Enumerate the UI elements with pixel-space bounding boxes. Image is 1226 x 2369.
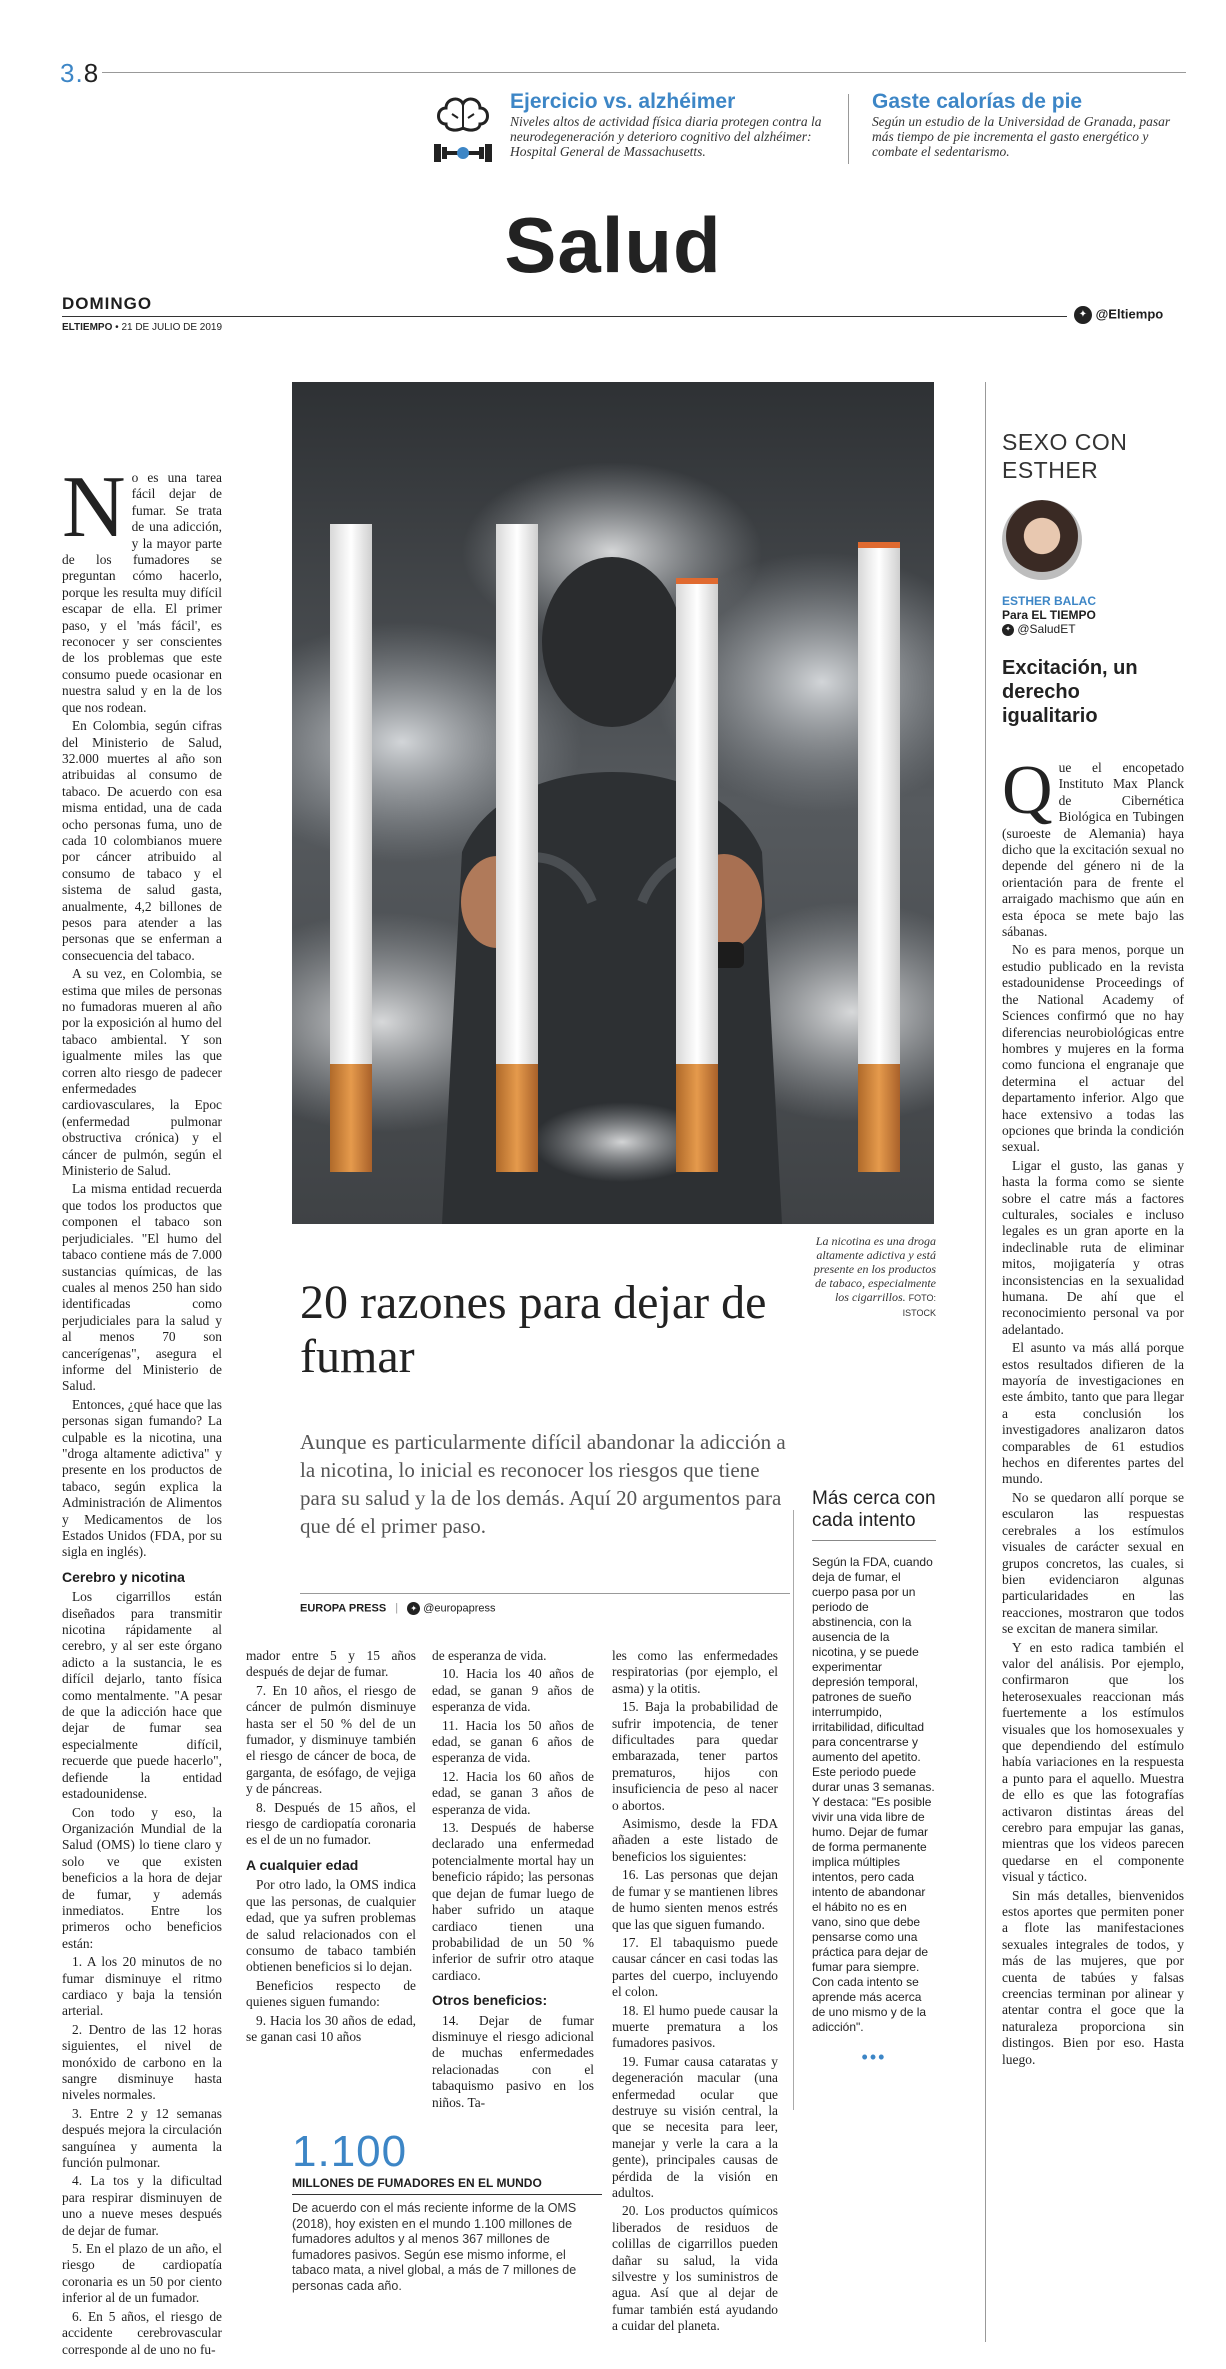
dateline: ELTIEMPO • 21 DE JULIO DE 2019 (62, 322, 223, 333)
cigarette-bar-4 (858, 542, 900, 1070)
sidebar-title: Más cerca con cada intento (812, 1488, 936, 1541)
cigarette-filter-4 (858, 1064, 900, 1172)
teaser-standing[interactable] (872, 90, 1190, 159)
cigarette-filter-2 (496, 1064, 538, 1172)
sidebar-rule (793, 1510, 794, 2110)
twitter-icon: ✦ (1074, 306, 1092, 324)
stat-text: De acuerdo con el más reciente informe de la OMS (2018), hoy existen en el mundo 1.100 millones de fumadores adultos y al menos 367 millones de fumadores pasivos. Según ese mismo informe, el tabaco mata, a nivel global, a más de 7 millones de personas cada año. (292, 2201, 577, 2293)
top-rule (102, 72, 1186, 73)
dropcap: N (62, 459, 126, 556)
cigarette-filter-1 (330, 1064, 372, 1172)
section-title: Salud (504, 201, 722, 289)
stat-label: MILLONES DE FUMADORES EN EL MUNDO (292, 2176, 602, 2195)
author-name: ESTHER BALAC (1002, 594, 1097, 608)
column-body: Que el encopetado Instituto Max Planck de Cibernética Biológica en Tubingen (suroeste de Alemania) haya dicho que la excitación sexual no depende del género ni de la orientación para de frente el arraigado machismo que aún en esta época se mete bajo las sábanas. No es para menos, porque un estudio publicado en la revista estadounidense Proceedings of the National Academy of Sciences confirmó que no hay diferencias neurobiológicas entre hombres y mujeres en la forma como funciona el engranaje que determina el actuar del departamento inferior. Algo que hace extensivo a todas las opciones que brinda la condición sexual. Ligar el gusto, las ganas y hasta la forma como se siente sobre el catre más a factores culturales, sociales e incluso legales es un gran aporte en la indeclinable ruta de eliminar mitos, mojigatería y otras inconsistencias en la sexualidad humana. De ahí que el reconocimiento personal va por adelantado. El asunto va más allá porque estos resultados difieren de la mayoría de investigaciones en este ámbito, tanto que para llegar a esta conclusión los investigadores analizaron datos comparables de 61 estudios hechos en diferentes partes del mundo. No se quedaron allí porque se escularon las respuestas cerebrales a los estímulos visuales de carácter sexual en grupos concretos, las cuales, si bien evidenciaron algunas particularidades en las reacciones, mostraron que todos se excitan de manera similar. Y en esto radica también el valor del análisis. Por ejemplo, confirmaron que los heterosexuales reaccionan más fuertemente a los estímulos visuales que los homosexuales y que dependiendo del estímulo había variaciones en la respuesta a punto para el aquello. Muestra de ello es que las fotografías activaron distintas áreas del cerebro para empujar las ganas, mientras que los videos parecen quedarse en el componente visual y táctico. Sin más detalles, bienvenidos estos aportes que permiten poner a flote las manifestaciones sexuales integrales de todos, y más de las mujeres, que por cuenta de tabúes y falsas creencias terminan por alinear y atentar contra el goce que la naturaleza proporciona sin distingos. Bien por eso. Hasta luego. (1002, 752, 1184, 2067)
cigarette-filter-3 (676, 1064, 718, 1172)
article-photo (292, 382, 934, 1224)
sidebar-box (812, 1488, 936, 2068)
byline-rule (300, 1593, 790, 1594)
twitter-follow[interactable]: ✦ @Eltiempo (1074, 306, 1163, 324)
column-kicker: SEXO CON ESTHER (1002, 429, 1128, 483)
column-divider (985, 382, 986, 2342)
article-column-3: de esperanza de vida. 10. Hacia los 40 años de edad, se ganan 9 años de esperanza de vida. 11. Hacia los 50 años de edad, se ganan 6 años de esperanza de vida. 12. Hacia los 60 años de edad, se ganan 3 años de esperanza de vida. 13. Después de haberse declarado una enfermedad potencialmente mortal hay un beneficio rápido; las personas que dejan de fumar luego de haber sufrido un ataque cardiaco tienen una probabilidad de un 50 % inferior de sufrir otro ataque cardiaco. Otros beneficios: 14. Dejar de fumar disminuye el riesgo adicional de muchas enfermedades relacionadas con el tabaquismo pasivo en los niños. Ta- (432, 1648, 594, 2110)
teaser-standing-text: Según un estudio de la Universidad de Granada, pasar más tiempo de pie incrementa el gasto energético y combate el sedentarismo. (872, 114, 1171, 159)
article-column-1: No es una tarea fácil dejar de fumar. Se trata de una adicción, y la mayor parte de los fumadores se preguntan cómo hacerlo, porque les resulta muy difícil escapar de ella. El primer paso, y el 'más fácil', es reconocer y ser conscientes de los problemas que este consumo puede ocasionar en nuestra salud y en la de los que nos rodean. En Colombia, según cifras del Ministerio de Salud, 32.000 muertes al año son atribuidas al consumo de tabaco. De acuerdo con esa misma entidad, una de cada ocho personas fuma, uno de cada 10 colombianos muere por cáncer atribuido al consumo de tabaco y el sistema de salud gasta, anualmente, 4,2 billones de pesos para atender a las personas que se enferman a consecuencia del tabaco. A su vez, en Colombia, se estima que miles de personas no fumadoras mueren al año por la exposición al humo del tabaco ambiental. Y son igualmente miles las que corren alto riesgo de padecer enfermedades cardiovasculares, la Epoc (enfermedad pulmonar obstructiva crónica) y el cáncer de pulmón, según el Ministerio de Salud. La misma entidad recuerda que todos los productos que componen el tabaco son perjudiciales. "El humo del tabaco contiene más de 7.000 sustancias químicas, de las cuales al menos 250 han sido identificadas como perjudiciales para la salud y al menos 70 son cancerígenas", asegura el informe del Ministerio de Salud. Entonces, ¿qué hace que las personas sigan fumando? La culpable es la nicotina, una "droga altamente adictiva" y presente en los productos de tabaco, según explica la Administración de Alimentos y Medicamentos de los Estados Unidos (FDA, por su sigla en inglés). Cerebro y nicotina Los cigarrillos están diseñados para transmitir nicotina rápidamente al cerebro, y al ser este órgano adicto a la sustancia, le es difícil dejarlo, tanto física como mentalmente. "A pesar de que la adicción hace que dejar de fumar sea especialmente difícil, recuerde que puede hacerlo", defiende la entidad estadounidense. Con todo y eso, la Organización Mundial de la Salud (OMS) lo tiene claro y solo ve que existen beneficios a la hora de dejar de fumar, y además inmediatos. Entre los primeros ocho beneficios están: 1. A los 20 minutos de no fumar disminuye el ritmo cardiaco y baja la tensión arterial. 2. Dentro de las 12 horas siguientes, el nivel de monóxido de carbono en la sangre disminuye hasta niveles normales. 3. Entre 2 y 12 semanas después mejora la circulación sanguínea y aumenta la función pulmonar. 4. La tos y la dificultad para respirar disminuyen de uno a nueve meses después de dejar de fumar. 5. En el plazo de un año, el riesgo de cardiopatía coronaria es un 50 por ciento inferior al de un fumador. 6. En 5 años, el riesgo de accidente cerebrovascular corresponde al de uno no fu- (62, 459, 222, 2357)
teaser-standing-title[interactable]: Gaste calorías de pie (872, 90, 1083, 113)
column-title: Excitación, un derecho igualitario (1002, 657, 1138, 727)
cigarette-bar-2 (496, 524, 538, 1064)
edition-label: DOMINGO (62, 294, 153, 313)
subhead-cerebro: Cerebro y nicotina (62, 1568, 185, 1585)
date: 21 DE JULIO DE 2019 (121, 322, 223, 333)
twitter-icon: ✦ (407, 1602, 420, 1615)
paper-brand: ELTIEMPO (62, 322, 113, 333)
photo-caption: La nicotina es una droga altamente adictiva y está presente en los productos de tabaco, especialmente los cigarrillos. FOTO: ISTOCK (813, 1234, 936, 1318)
byline-name: EUROPA PRESS (300, 1602, 387, 1615)
stat-number: 1.100 (292, 2127, 408, 2176)
header-rule (62, 316, 1067, 317)
teaser-exercise-title[interactable]: Ejercicio vs. alzhéimer (510, 90, 736, 113)
article-lead: Aunque es particularmente difícil abandonar la adicción a la nicotina, lo inicial es reconocer los riesgos que tiene para su salud y la de los demás. Aquí 20 argumentos para que dé el primer paso. (300, 1430, 786, 1538)
cigarette-bar-3 (676, 578, 718, 1070)
column-dropcap: Q (1002, 752, 1053, 829)
author-twitter: @SaludET (1017, 622, 1076, 636)
sidebar-dots: ••• (861, 2047, 887, 2067)
byline: EUROPA PRESS | ✦ @europapress (300, 1602, 496, 1615)
page-number: 3.8 (60, 58, 100, 88)
article-title: 20 razones para dejar de fumar (300, 1276, 767, 1383)
author-photo (1002, 500, 1082, 580)
article-column-2: mador entre 5 y 15 años después de dejar de fumar. 7. En 10 años, el riesgo de cáncer de pulmón disminuye hasta ser el 50 % del de un fumador, y disminuye también el riesgo de cáncer de boca, de garganta, de esófago, de vejiga y de páncreas. 8. Después de 15 años, el riesgo de cardiopatía coronaria es el de un no fumador. A cualquier edad Por otro lado, la OMS indica que las personas, de cualquier edad, que ya sufren problemas de salud relacionados con el consumo de tabaco también obtienen beneficios si lo dejan. Beneficios respecto de quienes siguen fumando: 9. Hacia los 30 años de edad, se ganan casi 10 años (246, 1648, 416, 2044)
author-for: Para EL TIEMPO (1002, 608, 1096, 622)
teaser-exercise[interactable] (510, 90, 832, 159)
cigarette-bar-1 (330, 524, 372, 1064)
article-column-4: les como las enfermedades respiratorias (por ejemplo, el asma) y la otitis. 15. Baja la probabilidad de sufrir impotencia, de tener dificultades para quedar embarazada, tener partos prematuros, hijos con insuficiencia de peso al nacer o abortos. Asimismo, desde la FDA añaden a este listado de beneficios los siguientes: 16. Las personas que dejan de fumar y se mantienen libres de humo sienten menos estrés que las que siguen fumando. 17. El tabaquismo puede causar cáncer en casi todas las partes del cuerpo, incluyendo el colon. 18. El humo puede causar la muerte prematura a los fumadores pasivos. 19. Fumar causa cataratas y degeneración macular (una enfermedad ocular que destruye su visión central, la que se necesita para leer, manejar y verle la cara a la gente), principales causas de pérdida de la visión en adultos. 20. Los productos químicos liberados de residuos de colillas de cigarrillos pueden dañar su salud, la vida silvestre y los suministros de agua. Así que al dejar de fumar también está ayudando a cuidar del planeta. (612, 1648, 778, 2334)
stat-box (292, 2128, 602, 2294)
photo-credit: FOTO: ISTOCK (902, 1293, 936, 1318)
byline-twitter: @europapress (423, 1602, 496, 1615)
subhead-edad: A cualquier edad (246, 1856, 359, 1873)
sidebar-text: Según la FDA, cuando deja de fumar, el cuerpo pasa por un periodo de abstinencia, con la ausencia de la nicotina, y se puede experimentar depresión temporal, patrones de sueño interrumpido, irritabilidad, dificultad para concentrarse y aumento del apetito. Este periodo puede durar unas 3 semanas. Y destaca: "Es posible vivir una vida libre de humo. Dejar de fumar de forma permanente implica múltiples intentos, pero cada intento de abandonar el hábito no es en vano, sino que debe pensarse como una práctica para dejar de fumar para siempre. Con cada intento se aprende más acerca de uno mismo y de la adicción". (812, 1555, 935, 2034)
brain-dumbbell-icon (432, 94, 494, 166)
subhead-otros: Otros beneficios: (432, 1992, 548, 2009)
teaser-divider (848, 94, 849, 164)
twitter-icon: ✦ (1002, 624, 1014, 636)
author-block (1002, 594, 1096, 636)
teaser-exercise-text: Niveles altos de actividad física diaria protegen contra la neurodegeneración y deterioro cognitivo del alzhéimer: Hospital General de Massachusetts. (510, 114, 822, 159)
